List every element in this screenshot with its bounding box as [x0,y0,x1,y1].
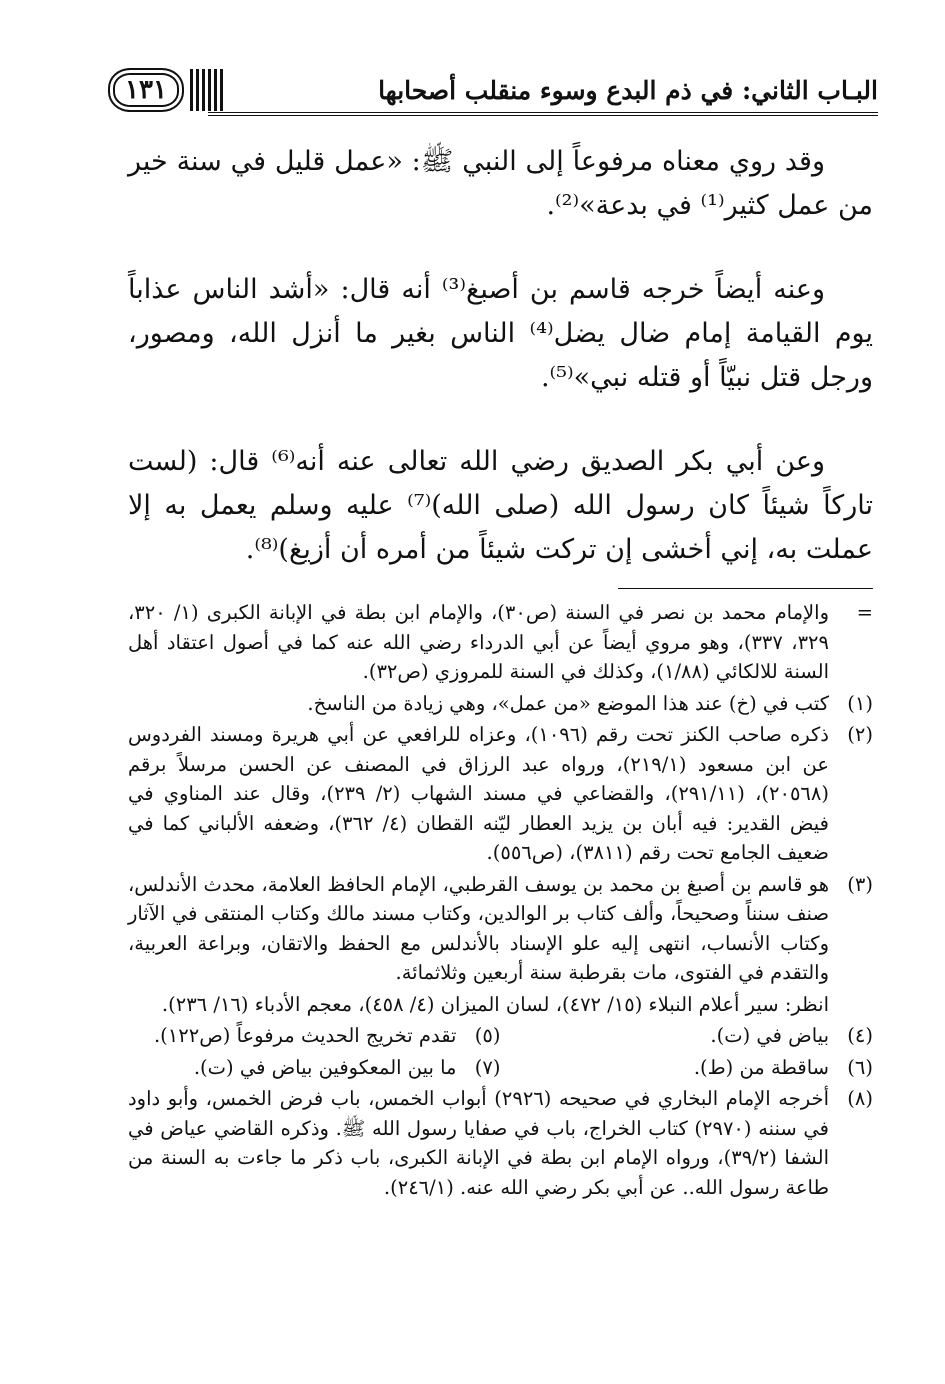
footnote-text: تقدم تخريج الحديث مرفوعاً (ص١٢٢). [153,1024,457,1047]
footnotes [128,598,873,1204]
footnote-number: (٢) [847,723,873,746]
footnote-text: بياض في (ت). [710,1024,829,1047]
footnote-number: (٧) [474,1055,501,1079]
main-text [128,140,873,612]
footnote-number: (٣) [847,872,873,896]
footnote-continuation [128,598,873,687]
paragraph: وعن أبي بكر الصديق رضي الله تعالى عنه أنه⁽⁶⁾ قال: (لست تاركاً شيئاً كان رسول الله (صلى الله)⁽⁷⁾ عليه وسلم يعمل به إلا عملت به، إني أخشى إن تركت شيئاً من أمره أن أزيغ)⁽⁸⁾. [128,446,873,565]
footnote-text: أخرجه الإمام البخاري في صحيحه (٢٩٢٦) أبواب الخمس، باب فرض الخمس، وأبو داود في سننه (٢٩٧٠) كتاب الخراج، باب في صفايا رسول الله ﷺ. وذكره القاضي عياض في الشفا (٣٩/٢)، ورواه الإمام ابن بطة في الإبانة الكبرى، باب ذكر ما جاءت به السنة من طاعة رسول الله.. عن أبي بكر رضي الله عنه. (٢٤٦/١). [128,1087,830,1199]
header-rule [208,112,878,116]
footnote [501,1021,874,1051]
footnote-text: ذكره صاحب الكنز تحت رقم (١٠٩٦)، وعزاه للرافعي عن أبي هريرة ومسند الفردوس عن ابن مسعود (٢١٩/١)، ورواه عبد الرزاق في المصنف عن الحسن مرسلاً برقم (٢٠٥٦٨)، (٢٩١/١١)، والقضاعي في مسند الشهاب (٢/ ٢٣٩)، وقال عند المناوي في فيض القدير: فيه أبان بن يزيد العطار ليّنه القطان (٤/ ٣٦٢)، وضعفه الألباني كما في ضعيف الجامع تحت رقم (٣٨١١)، (ص٥٥٦). [128,723,829,864]
footnote-number: (١) [847,691,873,715]
page-number: ١٣١ [108,68,184,112]
footnote-text: هو قاسم بن أصبغ بن محمد بن يوسف القرطبي، الإمام الحافظ العلامة، محدث الأندلس، صنف سنناً وصحيحاً، وألف كتاب بر الوالدين، وكتاب مسند مالك وكتاب المنتقى في الآثار وكتاب الأنساب، انتهى إليه علو الإسناد بالأندلس مع الحفظ والاتقان، وبراعة العربية، والتقدم في الفتوى، مات بقرطبة سنة أربعين وثلاثمائة. [128,872,829,984]
footnote-pair [128,1021,873,1051]
footnote [128,1084,873,1202]
footnote-see-also: انظر: سير أعلام النبلاء (١٥/ ٤٧٢)، لسان الميزان (٤/ ٤٥٨)، معجم الأدباء (١٦/ ٢٣٦). [161,992,829,1016]
footnote-text: كتب في (خ) عند هذا الموضع «من عمل»، وهي زيادة من الناسخ. [307,691,829,715]
continuation-marker: = [856,601,873,624]
footnote-separator [618,588,873,589]
footnote-text: ساقطة من (ط). [693,1055,829,1079]
paragraph: وقد روي معناه مرفوعاً إلى النبي ﷺ: «عمل قليل في سنة خير من عمل كثير⁽¹⁾ في بدعة»⁽²⁾. [128,146,873,221]
footnote [128,720,873,868]
footnote-number: (٥) [474,1024,501,1047]
footnote-text: ما بين المعكوفين بياض في (ت). [193,1055,457,1079]
footnote [128,689,873,719]
footnote [128,870,873,988]
footnote-number: (٤) [847,1024,873,1047]
page-number-ornament [108,66,226,114]
chapter-title: البـاب الثاني: في ذم البدع وسوء منقلب أصحابها [378,76,878,105]
footnote-number: (٨) [847,1087,873,1110]
footnote-number: (٦) [847,1055,873,1079]
footnote-text: والإمام محمد بن نصر في السنة (ص٣٠)، والإمام ابن بطة في الإبانة الكبرى (١/ ٣٢٠، ٣٢٩، ٣٣٧)، وهو مروي أيضاً عن أبي الدرداء رضي الله عنه كما في أصول اعتقاد أهل السنة للالكائي (١/٨٨)، وكذلك في السنة للمروزي (ص٣٢). [128,601,829,683]
page-header [108,64,878,116]
footnote-pair [128,1053,873,1083]
footnote [128,1053,501,1083]
paragraph: وعنه أيضاً خرجه قاسم بن أصبغ⁽³⁾ أنه قال: «أشد الناس عذاباً يوم القيامة إمام ضال يضل⁽⁴⁾ الناس بغير ما أنزل الله، ومصور، ورجل قتل نبيّاً أو قتله نبي»⁽⁵⁾. [128,274,873,393]
ornament-bars [190,69,223,111]
footnote [501,1053,874,1083]
footnote [128,1021,501,1051]
